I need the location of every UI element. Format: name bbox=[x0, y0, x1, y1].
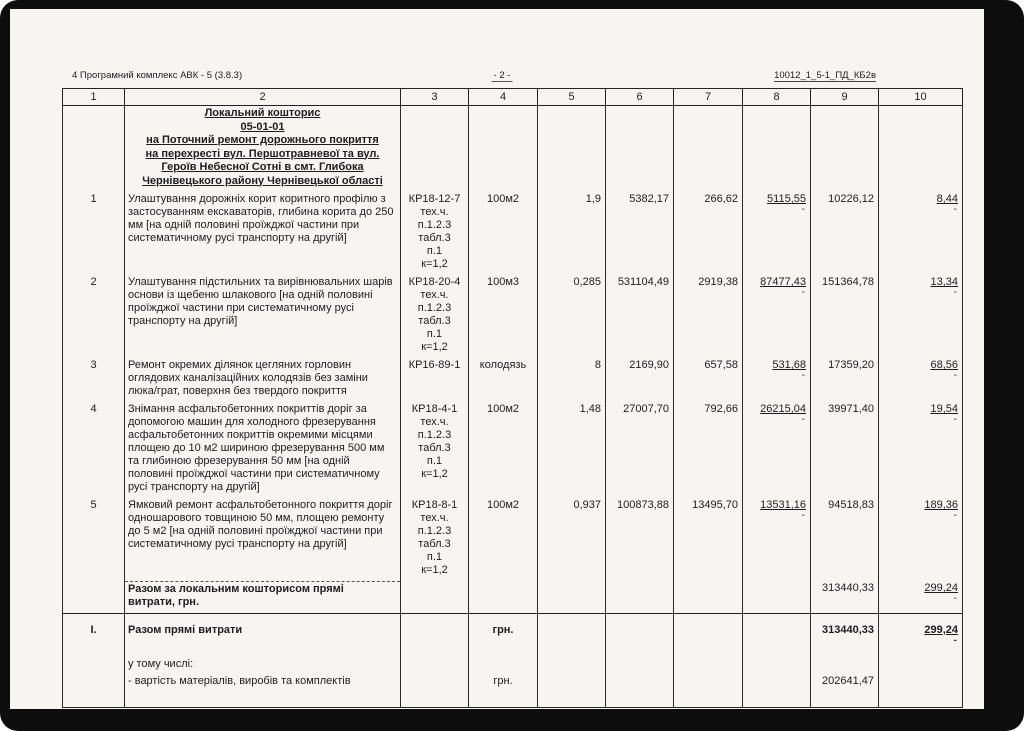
item-code-line: п.1 bbox=[426, 245, 443, 257]
item-quantity: 0,937 bbox=[538, 498, 606, 581]
totals-label bbox=[125, 581, 401, 613]
item-labor-total-value: 87477,43 bbox=[760, 276, 806, 288]
title-row bbox=[63, 106, 963, 193]
item-code-line: п.1.2.3 bbox=[417, 429, 452, 441]
item-unit-cost: 2169,90 bbox=[606, 358, 674, 402]
empty-cell bbox=[879, 648, 963, 675]
empty-cell bbox=[538, 675, 606, 692]
empty-cell bbox=[674, 648, 743, 675]
item-code-line: табл.3 bbox=[418, 315, 451, 327]
estimate-table bbox=[62, 88, 963, 708]
column-number: 9 bbox=[811, 89, 879, 106]
item-code-line: тех.ч. bbox=[420, 416, 449, 428]
item-labor-hours bbox=[879, 192, 963, 275]
totals-labor-value: 299,24 bbox=[924, 582, 958, 594]
item-norm-code bbox=[401, 358, 469, 402]
estimate-item-row bbox=[63, 275, 963, 358]
item-quantity: 1,48 bbox=[538, 402, 606, 498]
page-header bbox=[10, 70, 984, 84]
item-labor-hours bbox=[879, 275, 963, 358]
item-number: 4 bbox=[63, 402, 125, 498]
item-labor-hours-value: 8,44 bbox=[936, 193, 958, 205]
item-description: Улаштування дорожніх корит коритного профілю з застосуванням екскаваторів, глибина корита до 250 мм [на одній половині проїжджої частини при систематичному русі транспорту на другій] bbox=[125, 192, 401, 275]
item-code-line: п.1 bbox=[426, 328, 443, 340]
materials-cost-unit: грн. bbox=[469, 675, 538, 692]
empty-cell bbox=[879, 675, 963, 692]
section-label: Разом прямі витрати bbox=[125, 613, 401, 648]
item-code-line: п.1 bbox=[426, 551, 443, 563]
item-unit: 100м2 bbox=[469, 192, 538, 275]
section-labor-value: 299,24 bbox=[924, 623, 958, 636]
item-code-line: КР16-89-1 bbox=[408, 359, 461, 371]
item-code-line: КР18-12-7 bbox=[408, 193, 461, 205]
spacer-row bbox=[63, 692, 963, 708]
empty-cell bbox=[606, 675, 674, 692]
estimate-title-line: Героїв Небесної Сотні в смт. Глибока bbox=[161, 161, 364, 173]
item-code-line: п.1.2.3 bbox=[417, 219, 452, 231]
dash-mark: - bbox=[953, 593, 957, 604]
dash-mark: - bbox=[801, 370, 805, 381]
estimate-title-line: на перехресті вул. Першотравневої та вул. bbox=[145, 147, 380, 160]
empty-cell bbox=[879, 692, 963, 708]
item-labor-total bbox=[743, 402, 811, 498]
dash-mark: - bbox=[953, 287, 957, 298]
item-code-line: к=1,2 bbox=[421, 468, 448, 480]
empty-cell bbox=[63, 581, 125, 613]
empty-cell bbox=[606, 692, 674, 708]
item-unit: 100м3 bbox=[469, 275, 538, 358]
item-unit-cost: 100873,88 bbox=[606, 498, 674, 581]
column-number: 1 bbox=[63, 89, 125, 106]
empty-cell bbox=[469, 692, 538, 708]
item-unit-cost: 531104,49 bbox=[606, 275, 674, 358]
empty-cell bbox=[743, 106, 811, 193]
item-quantity: 8 bbox=[538, 358, 606, 402]
item-total-cost: 17359,20 bbox=[811, 358, 879, 402]
including-label: у тому числі: bbox=[125, 648, 401, 675]
item-unit: колодязь bbox=[469, 358, 538, 402]
column-number: 8 bbox=[743, 89, 811, 106]
dash-mark: - bbox=[953, 370, 957, 381]
item-code-line: тех.ч. bbox=[420, 512, 449, 524]
dash-mark: - bbox=[953, 414, 957, 425]
item-code-line: п.1.2.3 bbox=[417, 525, 452, 537]
estimate-title bbox=[125, 106, 401, 193]
empty-cell bbox=[538, 581, 606, 613]
empty-cell bbox=[674, 692, 743, 708]
item-description: Ремонт окремих ділянок цегляних горловин оглядових каналізаційних колодязів без заміни люка/грат, поверхня без твердого покриття bbox=[125, 358, 401, 402]
item-number: 2 bbox=[63, 275, 125, 358]
estimate-title-line: 05-01-01 bbox=[240, 120, 285, 133]
item-total-cost: 10226,12 bbox=[811, 192, 879, 275]
dash-mark: - bbox=[801, 414, 805, 425]
dash-mark: - bbox=[801, 510, 805, 521]
dash-mark: - bbox=[953, 510, 957, 521]
empty-cell bbox=[538, 613, 606, 648]
empty-cell bbox=[879, 106, 963, 193]
item-code-line: КР18-4-1 bbox=[411, 403, 458, 415]
item-number: 5 bbox=[63, 498, 125, 581]
estimate-title-line: Локальний кошторис bbox=[204, 107, 321, 119]
item-labor-total bbox=[743, 498, 811, 581]
empty-cell bbox=[743, 581, 811, 613]
section-unit: грн. bbox=[469, 613, 538, 648]
item-code-line: к=1,2 bbox=[421, 258, 448, 270]
item-unit: 100м2 bbox=[469, 498, 538, 581]
estimate-item-row bbox=[63, 192, 963, 275]
item-norm-code bbox=[401, 498, 469, 581]
empty-cell bbox=[606, 613, 674, 648]
app-version-label: 4 Програмний комплекс АВК - 5 (3.8.3) bbox=[72, 70, 243, 81]
item-number: 3 bbox=[63, 358, 125, 402]
item-code-line: табл.3 bbox=[418, 538, 451, 550]
totals-direct-costs: 313440,33 bbox=[811, 581, 879, 613]
item-labor-hours-value: 13,34 bbox=[930, 276, 958, 288]
document-code: 10012_1_5-1_ПД_КБ2в bbox=[774, 70, 876, 81]
empty-cell bbox=[538, 106, 606, 193]
item-description: Улаштування підстильних та вирівнювальних шарів основи із щебеню шлакового [на одній половині проїжджої частини при систематичному русі транспорту на другій] bbox=[125, 275, 401, 358]
column-number: 5 bbox=[538, 89, 606, 106]
item-unit-labor-cost: 2919,38 bbox=[674, 275, 743, 358]
dash-mark: - bbox=[953, 204, 957, 215]
including-row bbox=[63, 648, 963, 675]
estimate-title-line: на Поточний ремонт дорожнього покриття bbox=[146, 134, 379, 146]
item-labor-total bbox=[743, 275, 811, 358]
estimate-item-row bbox=[63, 402, 963, 498]
column-numbers-row bbox=[63, 89, 963, 106]
estimate-title-line: Чернівецького району Чернівецької області bbox=[142, 174, 383, 187]
empty-cell bbox=[401, 106, 469, 193]
empty-cell bbox=[606, 106, 674, 193]
estimate-item-row bbox=[63, 358, 963, 402]
empty-cell bbox=[469, 648, 538, 675]
empty-cell bbox=[401, 581, 469, 613]
item-code-line: табл.3 bbox=[418, 232, 451, 244]
item-code-line: табл.3 bbox=[418, 442, 451, 454]
empty-cell bbox=[674, 675, 743, 692]
empty-cell bbox=[125, 692, 401, 708]
empty-cell bbox=[63, 692, 125, 708]
item-code-line: КР18-8-1 bbox=[411, 499, 458, 511]
item-labor-total-value: 13531,16 bbox=[760, 499, 806, 511]
column-number: 2 bbox=[125, 89, 401, 106]
materials-cost-value: 202641,47 bbox=[811, 675, 879, 692]
item-labor-hours-value: 68,56 bbox=[930, 359, 958, 371]
section-labor bbox=[879, 613, 963, 648]
empty-cell bbox=[469, 106, 538, 193]
section-totals-row bbox=[63, 613, 963, 648]
empty-cell bbox=[743, 692, 811, 708]
empty-cell bbox=[538, 692, 606, 708]
item-description: Знімання асфальтобетонних покриттів доріг за допомогою машин для холодного фрезерування асфальтобетонних покриттів окремими місцями площею до 10 м2 шириною фрезерування 500 мм та глибиною фрезерування 50 мм [на одній половині проїжджої частини при систематичному русі транспорту на другій] bbox=[125, 402, 401, 498]
empty-cell bbox=[606, 648, 674, 675]
item-labor-total-value: 5115,55 bbox=[767, 193, 806, 205]
empty-cell bbox=[674, 106, 743, 193]
item-unit: 100м2 bbox=[469, 402, 538, 498]
empty-cell bbox=[63, 648, 125, 675]
totals-label-line1: Разом за локальним кошторисом прямі bbox=[128, 582, 344, 595]
item-code-line: к=1,2 bbox=[421, 564, 448, 576]
empty-cell bbox=[743, 675, 811, 692]
empty-cell bbox=[743, 613, 811, 648]
item-unit-cost: 27007,70 bbox=[606, 402, 674, 498]
item-total-cost: 39971,40 bbox=[811, 402, 879, 498]
local-estimate-totals-row bbox=[63, 581, 963, 613]
item-norm-code bbox=[401, 192, 469, 275]
item-labor-total-value: 26215,04 bbox=[760, 403, 806, 415]
item-labor-total-value: 531,68 bbox=[772, 359, 806, 371]
item-code-line: тех.ч. bbox=[420, 289, 449, 301]
item-quantity: 1,9 bbox=[538, 192, 606, 275]
estimate-item-row bbox=[63, 498, 963, 581]
dash-mark: - bbox=[801, 287, 805, 298]
column-number: 10 bbox=[879, 89, 963, 106]
item-unit-labor-cost: 792,66 bbox=[674, 402, 743, 498]
empty-cell bbox=[63, 675, 125, 692]
column-number: 7 bbox=[674, 89, 743, 106]
item-labor-hours-value: 19,54 bbox=[930, 403, 958, 415]
totals-labor bbox=[879, 581, 963, 613]
item-code-line: КР18-20-4 bbox=[408, 276, 461, 288]
materials-cost-label: - вартість матеріалів, виробів та комплектів bbox=[125, 675, 401, 692]
empty-cell bbox=[469, 581, 538, 613]
item-unit-labor-cost: 657,58 bbox=[674, 358, 743, 402]
item-code-line: к=1,2 bbox=[421, 341, 448, 353]
item-labor-total bbox=[743, 358, 811, 402]
empty-cell bbox=[63, 106, 125, 193]
section-direct-costs: 313440,33 bbox=[811, 613, 879, 648]
page-number: - 2 - bbox=[493, 70, 511, 81]
dash-mark: - bbox=[801, 204, 805, 215]
item-labor-total bbox=[743, 192, 811, 275]
item-norm-code bbox=[401, 275, 469, 358]
empty-cell bbox=[811, 692, 879, 708]
item-total-cost: 94518,83 bbox=[811, 498, 879, 581]
item-total-cost: 151364,78 bbox=[811, 275, 879, 358]
empty-cell bbox=[401, 675, 469, 692]
empty-cell bbox=[401, 692, 469, 708]
empty-cell bbox=[401, 648, 469, 675]
column-number: 4 bbox=[469, 89, 538, 106]
item-labor-hours bbox=[879, 498, 963, 581]
item-code-line: п.1 bbox=[426, 455, 443, 467]
column-number: 6 bbox=[606, 89, 674, 106]
item-number: 1 bbox=[63, 192, 125, 275]
empty-cell bbox=[674, 613, 743, 648]
empty-cell bbox=[674, 581, 743, 613]
document-page bbox=[10, 9, 984, 709]
item-code-line: п.1.2.3 bbox=[417, 302, 452, 314]
empty-cell bbox=[743, 648, 811, 675]
item-description: Ямковий ремонт асфальтобетонного покриття доріг одношарового товщиною 50 мм, площею ремонту до 5 м2 [на одній половині проїжджої частини при систематичному русі транспорту на другій] bbox=[125, 498, 401, 581]
column-number: 3 bbox=[401, 89, 469, 106]
item-norm-code bbox=[401, 402, 469, 498]
empty-cell bbox=[811, 106, 879, 193]
section-number: I. bbox=[63, 613, 125, 648]
item-quantity: 0,285 bbox=[538, 275, 606, 358]
materials-cost-row bbox=[63, 675, 963, 692]
item-labor-hours-value: 189,36 bbox=[924, 499, 958, 511]
dash-mark: - bbox=[953, 634, 957, 646]
empty-cell bbox=[401, 613, 469, 648]
item-code-line: тех.ч. bbox=[420, 206, 449, 218]
empty-cell bbox=[606, 581, 674, 613]
item-unit-cost: 5382,17 bbox=[606, 192, 674, 275]
item-labor-hours bbox=[879, 402, 963, 498]
totals-label-line2: витрати, грн. bbox=[128, 595, 200, 608]
item-unit-labor-cost: 13495,70 bbox=[674, 498, 743, 581]
item-labor-hours bbox=[879, 358, 963, 402]
item-unit-labor-cost: 266,62 bbox=[674, 192, 743, 275]
empty-cell bbox=[811, 648, 879, 675]
empty-cell bbox=[538, 648, 606, 675]
